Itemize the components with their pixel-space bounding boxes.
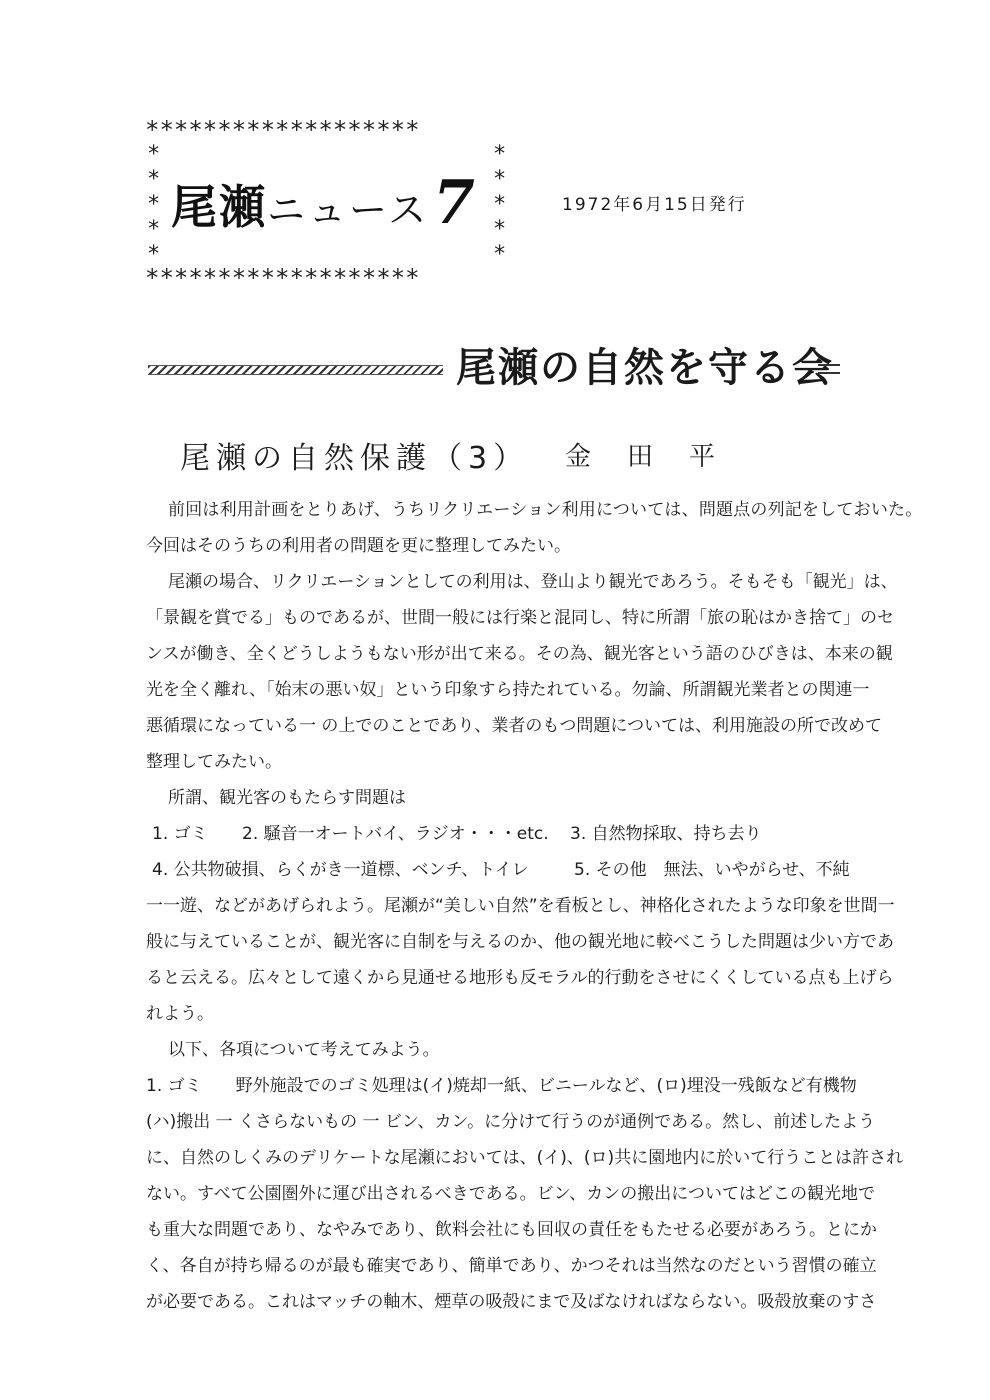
article-author: 金田平 [565,442,752,472]
body-line: く、各自が持ち帰るのが最も確実であり、簡単であり、かつそれは当然なのだという習慣の確立 [146,1256,877,1276]
body-line: ンスが働き、全くどうしようもない形が出て来る。その為、観光客という語のひびきは、本来の観 [146,644,893,664]
body-line: 尾瀬の場合、リクリエーションとしての利用は、登山より観光であろう。そもそも「観光」は、 [168,572,898,592]
problem-list-row [146,852,850,888]
newsletter-title [171,168,475,238]
body-line: 光を全く離れ、「始末の悪い奴」という印象すら持たれている。勿論、所謂観光業者との関連一 [146,680,870,700]
body-line: 整理してみたい。 [146,752,282,772]
newsletter-title-kana: ニュース [267,188,430,232]
masthead-star-border-left: * * * * * [147,142,161,267]
masthead-star-border-bottom: ******************* [145,264,420,292]
body-line: 以下、各項について考えてみよう。 [168,1040,440,1060]
article-body [146,492,923,1320]
masthead-star-border-top: ******************* [145,116,420,144]
body-line: ると云える。広々として遠くから見通せる地形も反モラル的行動をさせにくくしている点も上げら [146,968,894,988]
association-rule [148,365,443,375]
body-line: 悪循環になっている一 の上でのことであり、業者のもつ問題については、利用施設の所で改めて [146,716,883,736]
body-line: 1. ゴミ 野外施設でのゴミ処理は(イ)焼却一紙、ビニールなど、(ロ)埋没一残飯など有機物 [146,1076,857,1096]
body-line: 般に与えていることが、観光客に自制を与えるのか、他の観光地に較べこうした問題は少い方であ [146,932,894,952]
issue-number: 7 [433,168,475,238]
problem-item: 3. 自然物採取、持ち去り [570,824,762,844]
body-line: 「景観を賞でる」ものであるが、世間一般には行楽と混同し、特に所謂「旅の恥はかき捨て」のセ [146,608,894,628]
body-line: も重大な問題であり、なやみであり、飲料会社にも回収の責任をもたせる必要があろう。とにか [146,1220,877,1240]
association-name: 尾瀬の自然を守る会 [456,344,834,391]
body-line: 一一遊、などがあげられよう。尾瀬が“美しい自然”を看板とし、神格化されたような印象を世間一 [146,896,895,916]
body-line: (ハ)搬出 一 くさらないもの 一 ビン、カン。に分けて行うのが通例である。然し、前述したよう [146,1112,876,1132]
problem-list-row [146,816,846,852]
body-line: に、自然のしくみのデリケートな尾瀬においては、(イ)、(ロ)共に園地内に於いて行うことは許され [146,1148,904,1168]
problem-item: 5. その他 無法、いやがらせ、不純 [574,860,850,880]
problem-item: 1. ゴミ [152,824,208,844]
masthead-box [145,118,517,290]
problem-item: 4. 公共物破損、らくがき一道標、ベンチ、トイレ [152,860,529,880]
body-line: 所謂、観光客のもたらす問題は [168,788,406,808]
article-title: 尾瀬の自然保護（3） [180,441,530,476]
body-line: が必要である。これはマッチの軸木、煙草の吸殻にまで及ばなければならない。吸殻放棄のすさ [146,1292,877,1312]
association-rule-tail [818,364,840,374]
body-line: ない。すべて公園圏外に運び出されるべきである。ビン、カンの搬出についてはどこの観光地で [146,1184,875,1204]
issue-date: 1972年6月15日発行 [562,195,747,215]
body-line: 今回はそのうちの利用者の問題を更に整理してみたい。 [146,536,571,556]
body-line: れよう。 [146,1004,214,1024]
newsletter-title-kanji: 尾瀬 [171,180,267,234]
masthead-star-border-right: * * * * * [493,142,507,267]
problem-item: 2. 騒音一オートバイ、ラジオ・・・etc. [242,824,549,844]
body-line: 前回は利用計画をとりあげ、うちリクリエーション利用については、問題点の列記をしておいた。 [168,500,923,520]
